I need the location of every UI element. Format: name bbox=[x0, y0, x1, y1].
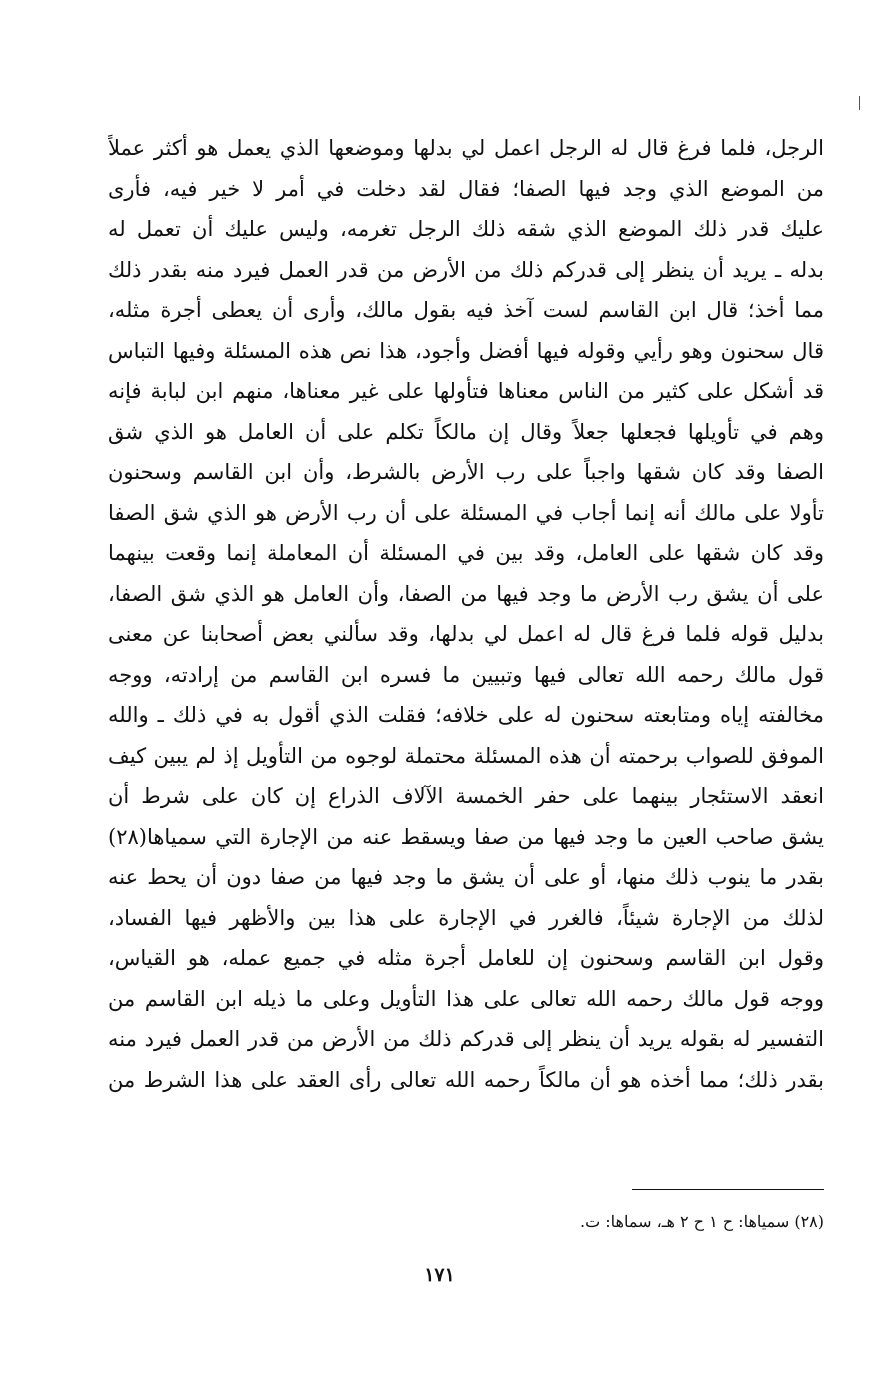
text-line: بدليل قوله فلما فرغ قال له اعمل لي بدلها، وقد سألني بعض أصحابنا عن معنى bbox=[108, 622, 824, 646]
text-line: انعقد الاستئجار بينهما على حفر الخمسة الآلاف الذراع إن كان على شرط أن bbox=[108, 784, 824, 808]
text-line: الرجل، فلما فرغ قال له الرجل اعمل لي بدلها وموضعها الذي يعمل هو أكثر عملاً bbox=[108, 136, 824, 160]
text-line: الموفق للصواب برحمته أن هذه المسئلة محتملة لوجوه من التأويل إذ لم يبين كيف bbox=[108, 743, 824, 768]
text-line: مخالفته إياه ومتابعته سحنون له على خلافه؛ فقلت الذي أقول به في ذلك ـ والله bbox=[108, 703, 824, 727]
footnote: (٢٨) سمياها: ح ١ ح ٢ هـ، سماها: ت. bbox=[580, 1212, 824, 1231]
text-line: عليك قدر ذلك الموضع الذي شقه ذلك الرجل تغرمه، وليس عليك أن تعمل له bbox=[108, 217, 824, 241]
text-line: على أن يشق رب الأرض ما وجد فيها من الصفا، وأن العامل هو الذي شق الصفا، bbox=[108, 581, 824, 606]
text-line: يشق صاحب العين ما وجد فيها من صفا ويسقط عنه من الإجارة التي سمياها(٢٨) bbox=[108, 824, 824, 849]
text-line: ووجه قول مالك رحمه الله تعالى على هذا التأويل وعلى ما ذيله ابن القاسم من bbox=[108, 986, 824, 1011]
text-line: من الموضع الذي وجد فيها الصفا؛ فقال لقد دخلت في أمر لا خير فيه، فأرى bbox=[108, 176, 824, 201]
text-line: قول مالك رحمه الله تعالى فيها وتبيين ما فسره ابن القاسم من إرادته، ووجه bbox=[108, 662, 824, 687]
text-line: التفسير له بقوله يريد أن ينظر إلى قدركم ذلك من الأرض من قدر العمل فيرد منه bbox=[108, 1027, 824, 1051]
page-number: ١٧١ bbox=[424, 1264, 455, 1286]
text-line: لذلك من الإجارة شيئاً، فالغرر في الإجارة على هذا بين والأظهر فيها الفساد، bbox=[108, 905, 824, 930]
body-text bbox=[108, 128, 824, 1100]
text-line: وهم في تأويلها فجعلها جعلاً وقال إن مالكاً تكلم على أن العامل هو الذي شق bbox=[108, 419, 824, 444]
footnote-divider bbox=[632, 1189, 824, 1190]
text-line: مما أخذ؛ قال ابن القاسم لست آخذ فيه بقول مالك، وأرى أن يعطى أجرة مثله، bbox=[108, 298, 824, 322]
text-line: بقدر ما ينوب ذلك منها، أو على أن يشق ما وجد فيها من صفا دون أن يحط عنه bbox=[108, 865, 824, 889]
text-line: وقول ابن القاسم وسحنون إن للعامل أجرة مثله في جميع عمله، هو القياس، bbox=[108, 946, 824, 970]
text-line: بقدر ذلك؛ مما أخذه هو أن مالكاً رحمه الله تعالى رأى العقد على هذا الشرط من bbox=[108, 1067, 824, 1092]
text-line: قد أشكل على كثير من الناس معناها فتأولها على غير معناها، منهم ابن لبابة فإنه bbox=[108, 379, 824, 403]
text-line: تأولا على مالك أنه إنما أجاب في المسئلة على أن رب الأرض هو الذي شق الصفا bbox=[108, 500, 824, 525]
text-line: قال سحنون وهو رأيي وقوله فيها أفضل وأجود، هذا نص هذه المسئلة وفيها التباس bbox=[108, 338, 824, 363]
text-line: بدله ـ يريد أن ينظر إلى قدركم ذلك من الأرض من قدر العمل فيرد منه بقدر ذلك bbox=[108, 257, 824, 282]
text-line: الصفا وقد كان شقها واجباً على رب الأرض بالشرط، وأن ابن القاسم وسحنون bbox=[108, 460, 824, 484]
text-line: وقد كان شقها على العامل، وقد بين في المسئلة أن المعاملة إنما وقعت بينهما bbox=[108, 541, 824, 565]
page-edge-mark bbox=[859, 96, 860, 110]
